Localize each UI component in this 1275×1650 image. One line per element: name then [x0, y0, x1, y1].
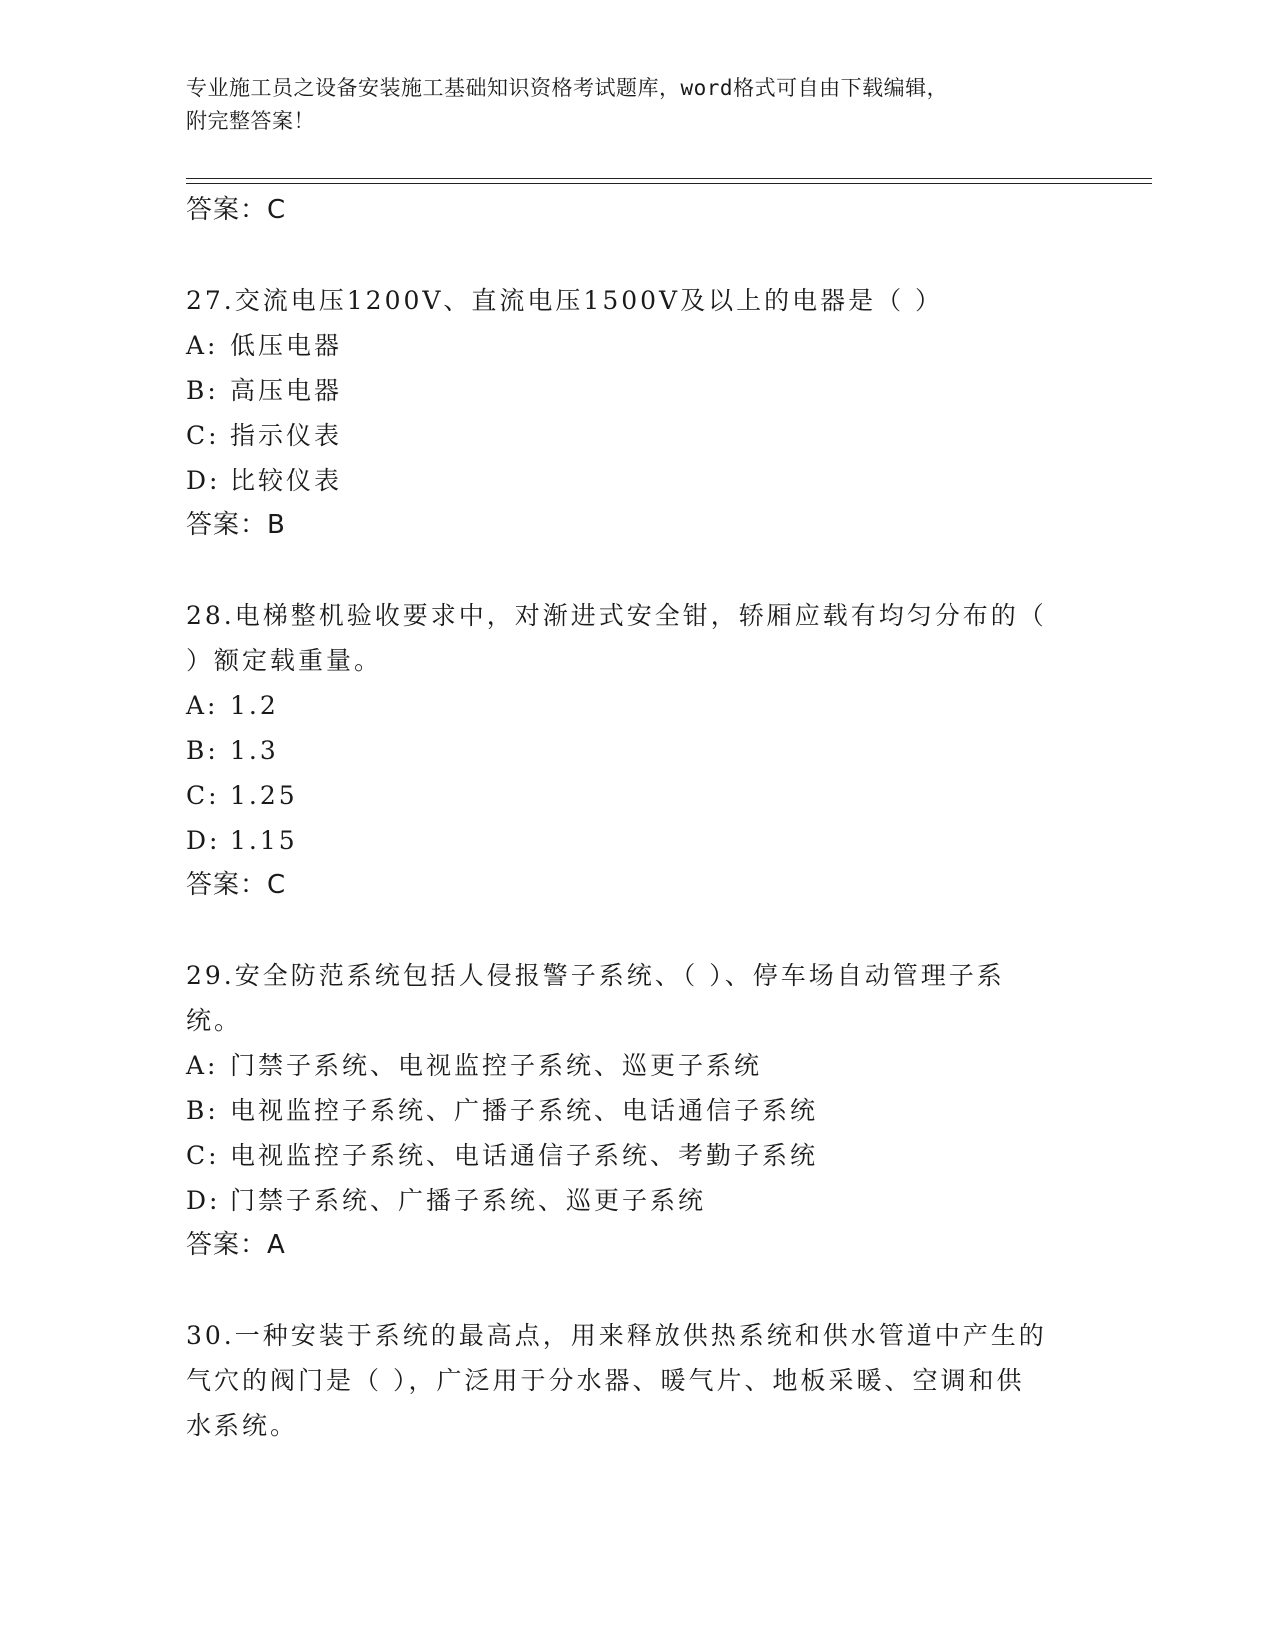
question-28 [186, 593, 1086, 908]
option-d [186, 818, 1086, 863]
option-a [186, 1043, 1086, 1088]
option-d [186, 458, 1086, 503]
option-text: 1.15 [230, 826, 298, 855]
option-letter: A: [186, 1051, 219, 1080]
header-rule-bottom [186, 183, 1152, 184]
option-letter: D: [186, 826, 221, 855]
option-text: 电视监控子系统、广播子系统、电话通信子系统 [230, 1096, 819, 1125]
question-stem: 27.交流电压1200V、直流电压1500V及以上的电器是（ ） [186, 286, 944, 315]
option-b [186, 1088, 1086, 1133]
option-letter: C: [186, 1141, 220, 1170]
option-letter: A: [186, 331, 219, 360]
option-text: 电视监控子系统、电话通信子系统、考勤子系统 [230, 1141, 819, 1170]
option-d [186, 1178, 1086, 1223]
header-rule-top [186, 178, 1152, 179]
question-stem-line-1: 30.一种安装于系统的最高点，用来释放供热系统和供水管道中产生的 [186, 1321, 1047, 1350]
question-stem-line-2: 气穴的阀门是（ ），广泛用于分水器、暖气片、地板采暖、空调和供 [186, 1366, 1025, 1395]
option-letter: B: [186, 736, 219, 765]
option-text: 1.2 [230, 691, 279, 720]
option-b [186, 368, 1086, 413]
option-text: 低压电器 [230, 331, 343, 360]
question-stem-line-2: 统。 [186, 1006, 243, 1035]
option-letter: D: [186, 1186, 221, 1215]
question-29 [186, 953, 1086, 1268]
page-header [186, 72, 1066, 138]
option-letter: B: [186, 376, 219, 405]
option-text: 比较仪表 [230, 466, 343, 495]
question-30 [186, 1313, 1086, 1448]
option-c [186, 413, 1086, 458]
option-text: 高压电器 [230, 376, 343, 405]
option-text: 门禁子系统、广播子系统、巡更子系统 [230, 1186, 707, 1215]
option-text: 门禁子系统、电视监控子系统、巡更子系统 [230, 1051, 763, 1080]
spacer [186, 908, 1086, 953]
option-text: 1.3 [230, 736, 279, 765]
spacer [186, 548, 1086, 593]
option-letter: D: [186, 466, 221, 495]
header-line-1: 专业施工员之设备安装施工基础知识资格考试题库，word格式可自由下载编辑， [186, 76, 949, 100]
previous-answer: 答案：C [186, 195, 287, 225]
question-list [186, 188, 1086, 1448]
option-letter: A: [186, 691, 219, 720]
option-a [186, 323, 1086, 368]
answer: 答案：B [186, 510, 286, 540]
option-text: 指示仪表 [230, 421, 343, 450]
question-stem-line-1: 29.安全防范系统包括人侵报警子系统、（ ）、停车场自动管理子系 [186, 961, 1005, 990]
answer: 答案：C [186, 870, 287, 900]
option-letter: B: [186, 1096, 219, 1125]
spacer [186, 233, 1086, 278]
header-line-2: 附完整答案！ [186, 109, 315, 133]
answer: 答案：A [186, 1230, 286, 1260]
option-a [186, 683, 1086, 728]
option-letter: C: [186, 421, 220, 450]
question-stem-line-3: 水系统。 [186, 1411, 299, 1440]
option-c [186, 773, 1086, 818]
option-letter: C: [186, 781, 220, 810]
question-27 [186, 278, 1086, 548]
question-stem-line-2: ）额定载重量。 [186, 646, 383, 675]
question-stem-line-1: 28.电梯整机验收要求中，对渐进式安全钳，轿厢应载有均匀分布的（ [186, 601, 1047, 630]
option-b [186, 728, 1086, 773]
option-text: 1.25 [230, 781, 298, 810]
option-c [186, 1133, 1086, 1178]
spacer [186, 1268, 1086, 1313]
